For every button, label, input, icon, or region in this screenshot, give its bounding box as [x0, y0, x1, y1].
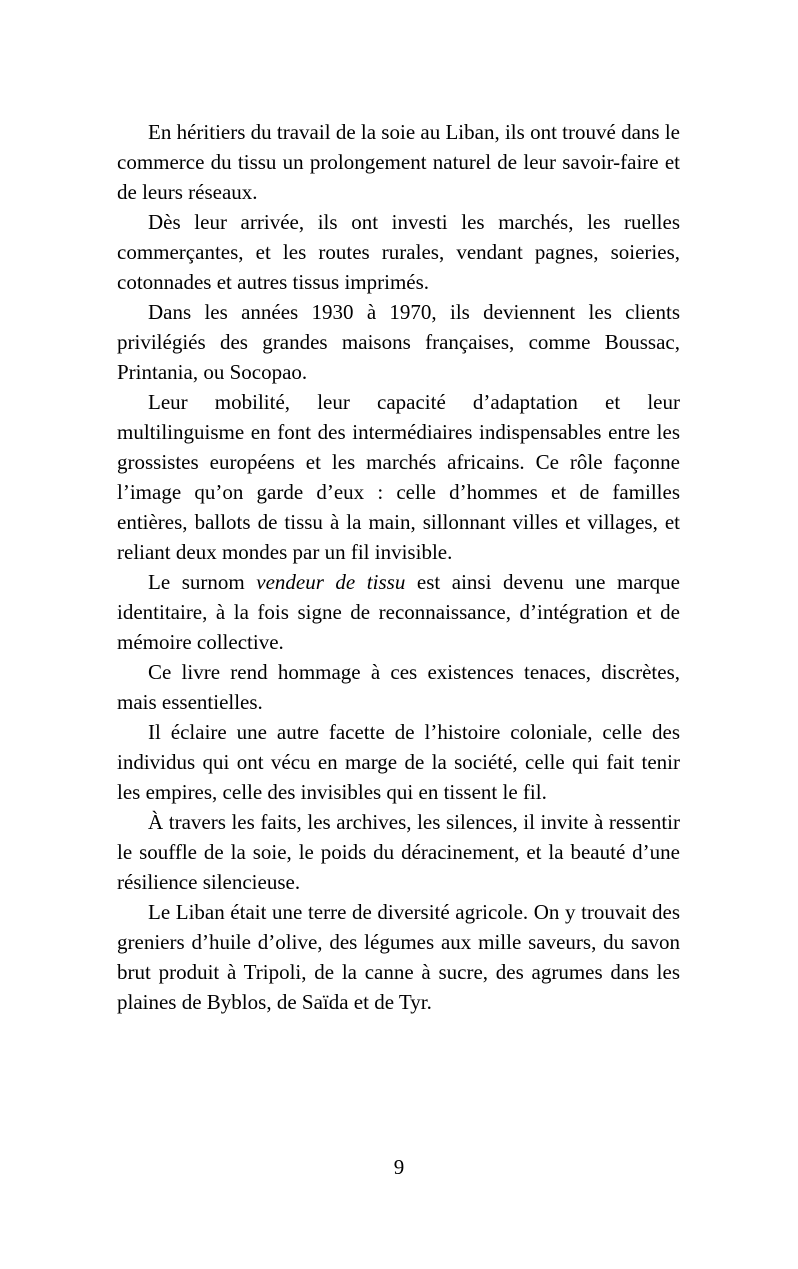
paragraph-6: Ce livre rend hommage à ces existences tenaces, discrètes, mais essentielles. — [117, 660, 680, 714]
paragraph-5-end: est ainsi devenu une marque identitaire, à la fois signe de reconnaissance, d’intégration et de mémoire collective. — [117, 570, 680, 654]
paragraph-5 — [117, 567, 680, 657]
paragraph-3: Dans les années 1930 à 1970, ils deviennent les clients privilégiés des grandes maisons françaises, comme Boussac, Printania, ou Socopao. — [117, 300, 680, 384]
paragraph-1: En héritiers du travail de la soie au Liban, ils ont trouvé dans le commerce du tissu un prolongement naturel de leur savoir-faire et de leurs réseaux. — [117, 120, 680, 204]
paragraph-2: Dès leur arrivée, ils ont investi les marchés, les ruelles commerçantes, et les routes rurales, vendant pagnes, soieries, cotonnades et autres tissus imprimés. — [117, 210, 680, 294]
paragraph-4: Leur mobilité, leur capacité d’adaptation et leur multilinguisme en font des intermédiaires indispensables entre les grossistes européens et les marchés africains. Ce rôle façonne l’image qu’on garde d’eux : celle d’hommes et de familles entières, ballots de tissu à la main, sillonnant villes et villages, et reliant deux mondes par un fil invisible. — [117, 390, 680, 564]
paragraph-7: Il éclaire une autre facette de l’histoire coloniale, celle des individus qui ont vécu en marge de la société, celle qui fait tenir les empires, celle des invisibles qui en tissent le fil. — [117, 720, 680, 804]
body-text — [117, 117, 680, 1017]
paragraph-5-italic-term: vendeur de tissu — [256, 570, 406, 594]
page-number: 9 — [393, 1155, 405, 1179]
paragraph-8: À travers les faits, les archives, les silences, il invite à ressentir le souffle de la soie, le poids du déracinement, et la beauté d’une résilience silencieuse. — [117, 810, 680, 894]
paragraph-9: Le Liban était une terre de diversité agricole. On y trouvait des greniers d’huile d’olive, des légumes aux mille saveurs, du savon brut produit à Tripoli, de la canne à sucre, des agrumes dans les plaines de Byblos, de Saïda et de Tyr. — [117, 900, 680, 1014]
paragraph-5-start: Le surnom — [148, 570, 257, 594]
